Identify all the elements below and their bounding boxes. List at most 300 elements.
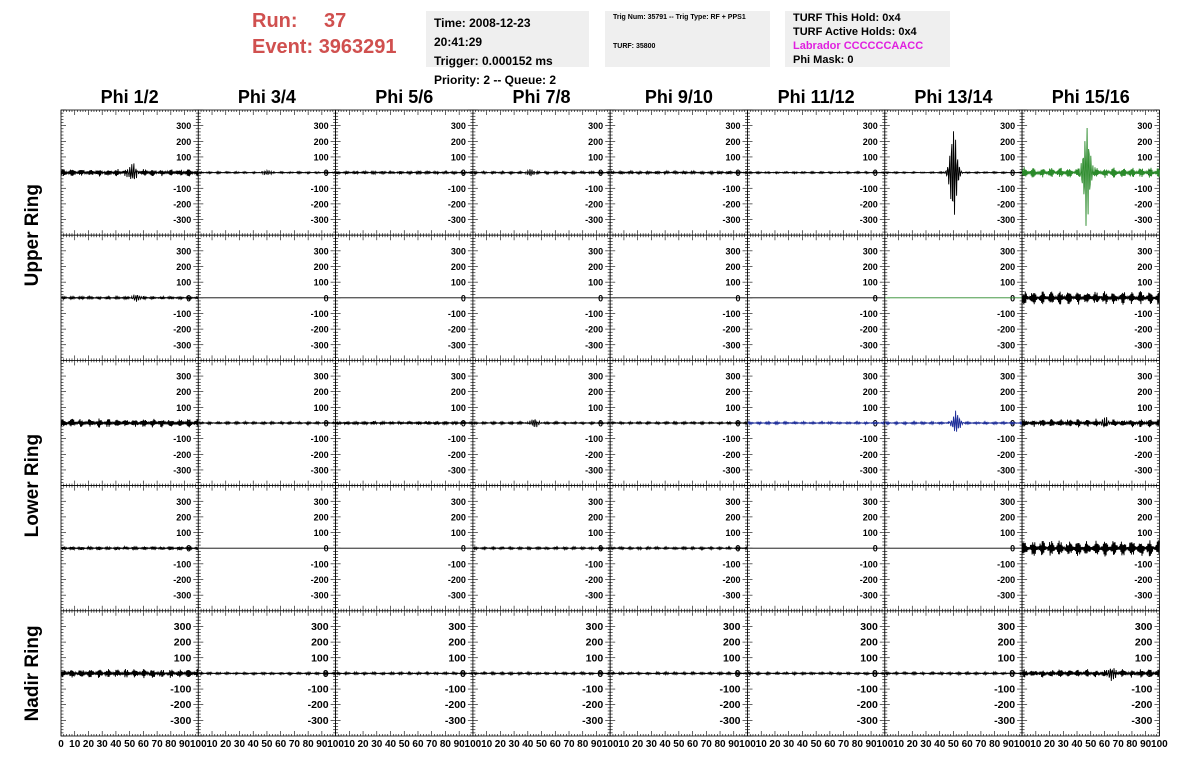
x-tick-label: 90 bbox=[179, 739, 191, 750]
x-tick-label: 20 bbox=[1043, 739, 1056, 750]
waveform-panel bbox=[336, 611, 473, 736]
y-tick-label: 0 bbox=[186, 418, 192, 429]
y-tick-label: 200 bbox=[173, 636, 192, 649]
waveform-panel bbox=[473, 235, 610, 360]
y-tick-label: 0 bbox=[597, 667, 604, 680]
y-tick-label: 300 bbox=[1137, 371, 1153, 382]
y-tick-label: -300 bbox=[1134, 340, 1153, 351]
waveform-panel bbox=[473, 110, 610, 235]
y-tick-label: 200 bbox=[176, 136, 192, 147]
y-tick-label: -300 bbox=[310, 215, 329, 226]
y-tick-label: -300 bbox=[310, 465, 329, 476]
y-tick-label: 0 bbox=[1010, 543, 1016, 554]
y-tick-label: -100 bbox=[170, 683, 192, 696]
y-tick-label: -300 bbox=[170, 714, 192, 727]
x-tick-label: 100 bbox=[1151, 739, 1168, 750]
y-tick-label: -100 bbox=[1134, 559, 1153, 570]
y-tick-label: 200 bbox=[862, 262, 878, 272]
x-tick-label: 80 bbox=[577, 739, 589, 750]
y-tick-label: -200 bbox=[582, 699, 604, 712]
y-tick-label: -100 bbox=[585, 308, 604, 319]
x-tick-label: 20 bbox=[220, 739, 232, 750]
waveform-panel bbox=[885, 611, 1022, 736]
x-tick-label: 60 bbox=[275, 739, 287, 750]
y-tick-label: 100 bbox=[311, 652, 329, 665]
x-tick-label: 10 bbox=[1030, 739, 1042, 750]
x-tick-label: 80 bbox=[302, 739, 314, 750]
y-tick-label: 200 bbox=[1000, 136, 1016, 147]
x-tick-label: 100 bbox=[464, 739, 482, 750]
waveform-panel bbox=[885, 110, 1022, 235]
turf-active-holds-text: TURF Active Holds: 0x4 bbox=[793, 26, 917, 38]
ring-label: Nadir Ring bbox=[22, 625, 43, 722]
waveform-panel bbox=[885, 360, 1022, 485]
y-tick-label: -200 bbox=[719, 699, 741, 712]
y-tick-label: -300 bbox=[173, 340, 192, 351]
y-tick-label: 100 bbox=[1137, 528, 1153, 539]
y-tick-label: 200 bbox=[1137, 136, 1153, 147]
y-tick-label: -300 bbox=[447, 215, 466, 226]
y-tick-label: -200 bbox=[722, 199, 741, 210]
x-tick-label: 70 bbox=[1112, 739, 1124, 750]
event-value: 3963291 bbox=[318, 36, 397, 58]
y-tick-label: -200 bbox=[1134, 575, 1153, 585]
y-tick-label: -200 bbox=[994, 699, 1016, 712]
x-tick-label: 30 bbox=[1057, 739, 1069, 750]
y-tick-label: 200 bbox=[588, 387, 604, 398]
x-tick-label: 40 bbox=[384, 739, 397, 750]
y-tick-label: 100 bbox=[588, 152, 604, 163]
y-tick-label: 200 bbox=[725, 387, 741, 398]
x-tick-label: 40 bbox=[659, 739, 671, 750]
y-tick-label: -300 bbox=[585, 215, 604, 226]
y-tick-label: -200 bbox=[173, 199, 192, 210]
y-tick-label: -200 bbox=[173, 449, 192, 460]
y-tick-label: -100 bbox=[447, 183, 466, 194]
y-tick-label: 100 bbox=[176, 528, 192, 539]
y-tick-label: -100 bbox=[173, 308, 192, 319]
y-tick-label: -300 bbox=[310, 590, 329, 601]
y-tick-label: 300 bbox=[588, 371, 604, 382]
y-tick-label: 200 bbox=[1000, 262, 1016, 272]
y-tick-label: -200 bbox=[173, 575, 192, 585]
waveform-panel bbox=[748, 360, 885, 485]
y-tick-label: 200 bbox=[725, 512, 741, 523]
y-tick-label: 100 bbox=[588, 277, 604, 288]
x-tick-label: 70 bbox=[975, 739, 987, 750]
y-tick-label: 300 bbox=[588, 496, 604, 507]
ring-label: Lower Ring bbox=[22, 433, 43, 538]
y-tick-label: -100 bbox=[173, 559, 192, 570]
column-header: Phi 7/8 bbox=[512, 87, 571, 107]
y-tick-label: -100 bbox=[173, 183, 192, 194]
y-tick-label: 0 bbox=[460, 168, 466, 179]
x-tick-label: 40 bbox=[247, 739, 259, 750]
y-tick-label: -200 bbox=[310, 324, 329, 335]
y-tick-label: -100 bbox=[447, 308, 466, 319]
x-tick-label: 70 bbox=[426, 739, 438, 750]
y-tick-label: -200 bbox=[447, 575, 466, 585]
y-tick-label: 300 bbox=[588, 246, 604, 257]
y-tick-label: -100 bbox=[859, 434, 878, 445]
y-tick-label: -100 bbox=[856, 683, 878, 696]
x-tick-label: 90 bbox=[453, 739, 465, 750]
y-tick-label: 200 bbox=[176, 262, 192, 272]
y-tick-label: 0 bbox=[872, 168, 878, 179]
y-tick-label: 100 bbox=[860, 652, 878, 665]
y-tick-label: 0 bbox=[323, 293, 329, 304]
y-tick-label: -200 bbox=[859, 449, 878, 460]
x-tick-label: 70 bbox=[563, 739, 575, 750]
y-tick-label: -300 bbox=[1134, 215, 1153, 226]
y-tick-label: 100 bbox=[1000, 402, 1016, 413]
y-tick-label: -300 bbox=[310, 340, 329, 351]
y-tick-label: -200 bbox=[585, 199, 604, 210]
x-tick-label: 50 bbox=[673, 739, 685, 750]
y-tick-label: 200 bbox=[448, 636, 466, 649]
y-tick-label: 100 bbox=[176, 277, 192, 288]
y-tick-label: -200 bbox=[310, 449, 329, 460]
x-tick-label: 60 bbox=[412, 739, 424, 750]
y-tick-label: 300 bbox=[313, 121, 329, 132]
y-tick-label: -200 bbox=[1134, 324, 1153, 335]
y-tick-label: 300 bbox=[725, 121, 741, 132]
y-tick-label: 300 bbox=[313, 371, 329, 382]
x-tick-label: 90 bbox=[865, 739, 877, 750]
waveform-panel bbox=[748, 235, 885, 360]
y-tick-label: -200 bbox=[173, 324, 192, 335]
y-tick-label: 200 bbox=[588, 262, 604, 272]
y-tick-label: 300 bbox=[450, 121, 466, 132]
y-tick-label: -200 bbox=[585, 324, 604, 335]
y-tick-label: -300 bbox=[859, 590, 878, 601]
y-tick-label: -100 bbox=[722, 559, 741, 570]
y-tick-label: 0 bbox=[1147, 168, 1153, 179]
x-tick-label: 70 bbox=[151, 739, 163, 750]
waveform-panel bbox=[198, 235, 335, 360]
x-tick-label: 40 bbox=[1071, 739, 1083, 750]
y-tick-label: -100 bbox=[307, 683, 329, 696]
x-tick-label: 30 bbox=[920, 739, 932, 750]
y-tick-label: -100 bbox=[997, 559, 1016, 570]
y-tick-label: -200 bbox=[997, 324, 1016, 335]
y-tick-label: 100 bbox=[176, 152, 192, 163]
y-tick-label: -100 bbox=[1134, 183, 1153, 194]
waveform-panel bbox=[336, 110, 473, 235]
y-tick-label: -300 bbox=[722, 465, 741, 476]
y-tick-label: 0 bbox=[186, 168, 192, 179]
y-tick-label: 200 bbox=[313, 512, 329, 523]
y-tick-label: 0 bbox=[323, 418, 329, 429]
y-tick-label: 300 bbox=[176, 246, 192, 257]
y-tick-label: -200 bbox=[997, 449, 1016, 460]
y-tick-label: -200 bbox=[856, 699, 878, 712]
waveform-panel bbox=[610, 235, 747, 360]
y-tick-label: 100 bbox=[1137, 277, 1153, 288]
y-tick-label: -200 bbox=[997, 199, 1016, 210]
y-tick-label: -300 bbox=[1134, 590, 1153, 601]
y-tick-label: 300 bbox=[1134, 620, 1153, 633]
y-tick-label: -300 bbox=[997, 465, 1016, 476]
y-tick-label: 100 bbox=[1000, 277, 1016, 288]
y-tick-label: 0 bbox=[460, 418, 466, 429]
y-tick-label: 200 bbox=[313, 262, 329, 272]
y-tick-label: 0 bbox=[872, 418, 878, 429]
y-tick-label: 100 bbox=[725, 277, 741, 288]
y-tick-label: -300 bbox=[1134, 465, 1153, 476]
y-tick-label: 300 bbox=[176, 371, 192, 382]
y-tick-label: 100 bbox=[1000, 528, 1016, 539]
x-tick-label: 50 bbox=[810, 739, 822, 750]
waveform-panel bbox=[610, 611, 747, 736]
y-tick-label: 200 bbox=[313, 136, 329, 147]
y-tick-label: -200 bbox=[444, 699, 466, 712]
y-tick-label: 300 bbox=[1000, 371, 1016, 382]
y-tick-label: 0 bbox=[322, 667, 329, 680]
column-header: Phi 13/14 bbox=[914, 87, 993, 107]
y-tick-label: -200 bbox=[859, 199, 878, 210]
y-tick-label: 100 bbox=[313, 402, 329, 413]
y-tick-label: -100 bbox=[585, 559, 604, 570]
y-tick-label: 0 bbox=[1009, 667, 1016, 680]
x-tick-label: 50 bbox=[535, 739, 548, 750]
x-tick-label: 60 bbox=[961, 739, 973, 750]
y-tick-label: 0 bbox=[735, 168, 741, 179]
waveform-panel bbox=[336, 486, 473, 611]
x-tick-label: 10 bbox=[618, 739, 630, 750]
x-tick-label: 0 bbox=[58, 739, 64, 750]
waveform-panel bbox=[885, 235, 1022, 360]
y-tick-label: 200 bbox=[450, 136, 466, 147]
y-tick-label: 300 bbox=[725, 246, 741, 257]
y-tick-label: 200 bbox=[1000, 512, 1016, 523]
y-tick-label: 300 bbox=[1137, 246, 1153, 257]
x-tick-label: 80 bbox=[439, 739, 452, 750]
y-tick-label: 200 bbox=[176, 512, 192, 523]
y-tick-label: -300 bbox=[447, 590, 466, 601]
y-tick-label: -100 bbox=[722, 183, 741, 194]
y-tick-label: 200 bbox=[176, 387, 192, 398]
y-tick-label: 0 bbox=[872, 293, 878, 304]
x-tick-label: 10 bbox=[206, 739, 218, 750]
y-tick-label: 200 bbox=[1134, 636, 1153, 649]
y-tick-label: -100 bbox=[994, 683, 1016, 696]
waveform-panel bbox=[336, 360, 473, 485]
x-tick-label: 100 bbox=[327, 739, 344, 750]
x-tick-label: 90 bbox=[590, 739, 603, 750]
x-tick-label: 20 bbox=[769, 739, 781, 750]
y-tick-label: 100 bbox=[862, 402, 878, 413]
y-tick-label: -300 bbox=[856, 714, 878, 727]
x-tick-label: 50 bbox=[261, 739, 273, 750]
y-tick-label: -300 bbox=[722, 340, 741, 351]
y-tick-label: -200 bbox=[1131, 699, 1153, 712]
y-tick-label: 100 bbox=[450, 152, 466, 163]
y-tick-label: -100 bbox=[173, 434, 192, 445]
y-tick-label: 0 bbox=[185, 667, 192, 680]
column-header: Phi 11/12 bbox=[777, 87, 855, 107]
column-header: Phi 15/16 bbox=[1051, 87, 1130, 107]
y-tick-label: 100 bbox=[173, 652, 192, 665]
y-tick-label: 100 bbox=[588, 528, 604, 539]
y-tick-label: 0 bbox=[598, 418, 604, 429]
y-tick-label: 0 bbox=[460, 293, 466, 304]
x-tick-label: 70 bbox=[288, 739, 300, 750]
y-tick-label: -100 bbox=[859, 183, 878, 194]
x-tick-label: 40 bbox=[934, 739, 946, 750]
y-tick-label: 300 bbox=[450, 496, 466, 507]
y-tick-label: -100 bbox=[997, 308, 1016, 319]
y-tick-label: 100 bbox=[313, 528, 329, 539]
waveform-panel bbox=[1022, 611, 1159, 736]
waveform-panel bbox=[198, 486, 335, 611]
x-tick-label: 20 bbox=[82, 739, 95, 750]
x-tick-label: 90 bbox=[316, 739, 328, 750]
event-label: Event: bbox=[252, 36, 314, 58]
y-tick-label: -100 bbox=[722, 434, 741, 445]
y-tick-label: -100 bbox=[722, 308, 741, 319]
y-tick-label: -300 bbox=[994, 714, 1016, 727]
x-tick-label: 100 bbox=[876, 739, 894, 750]
y-tick-label: 200 bbox=[1137, 512, 1153, 523]
y-tick-label: 100 bbox=[1137, 152, 1153, 163]
y-tick-label: -200 bbox=[310, 575, 329, 585]
y-tick-label: -300 bbox=[997, 215, 1016, 226]
y-tick-label: 0 bbox=[598, 293, 604, 304]
y-tick-label: -300 bbox=[997, 590, 1016, 601]
y-tick-label: -300 bbox=[1131, 714, 1153, 727]
trig-num-text: Trig Num: 35791 -- Trig Type: RF + PPS1 bbox=[613, 14, 746, 21]
y-tick-label: 100 bbox=[448, 652, 466, 665]
y-tick-label: 200 bbox=[450, 512, 466, 523]
y-tick-label: 200 bbox=[588, 512, 604, 523]
x-tick-label: 60 bbox=[137, 739, 149, 750]
y-tick-label: -300 bbox=[585, 340, 604, 351]
y-tick-label: -100 bbox=[997, 434, 1016, 445]
y-tick-label: 200 bbox=[862, 136, 878, 147]
y-tick-label: 0 bbox=[460, 543, 466, 554]
column-header: Phi 1/2 bbox=[100, 87, 159, 107]
y-tick-label: -300 bbox=[444, 714, 466, 727]
waveform-panel bbox=[610, 360, 747, 485]
y-tick-label: 200 bbox=[1137, 262, 1153, 272]
waveform-panel bbox=[885, 486, 1022, 611]
waveform-panel bbox=[1022, 235, 1159, 360]
y-tick-label: 300 bbox=[450, 246, 466, 257]
x-tick-label: 40 bbox=[522, 739, 534, 750]
y-tick-label: -300 bbox=[582, 714, 604, 727]
waveform-panel bbox=[748, 611, 885, 736]
waveform-panel bbox=[1022, 110, 1159, 235]
y-tick-label: 100 bbox=[450, 528, 466, 539]
x-tick-label: 60 bbox=[549, 739, 561, 750]
priority-text: Priority: 2 -- Queue: 2 bbox=[434, 73, 557, 87]
y-tick-label: 100 bbox=[1134, 652, 1153, 665]
y-tick-label: -200 bbox=[585, 575, 604, 585]
y-tick-label: 300 bbox=[585, 620, 604, 633]
y-tick-label: 200 bbox=[585, 636, 604, 649]
y-tick-label: -300 bbox=[173, 215, 192, 226]
y-tick-label: -200 bbox=[170, 699, 192, 712]
y-tick-label: 0 bbox=[186, 543, 192, 554]
waveform-panel bbox=[473, 360, 610, 485]
y-tick-label: -200 bbox=[997, 575, 1016, 585]
x-tick-label: 10 bbox=[481, 739, 493, 750]
y-tick-label: 200 bbox=[725, 136, 741, 147]
waveform-panel bbox=[61, 360, 198, 485]
y-tick-label: 200 bbox=[1000, 387, 1016, 398]
y-tick-label: 0 bbox=[735, 543, 741, 554]
y-tick-label: -100 bbox=[310, 183, 329, 194]
y-tick-label: 300 bbox=[450, 371, 466, 382]
y-tick-label: -300 bbox=[859, 340, 878, 351]
y-tick-label: 300 bbox=[862, 246, 878, 257]
y-tick-label: 0 bbox=[598, 168, 604, 179]
y-tick-label: -200 bbox=[722, 449, 741, 460]
y-tick-label: -300 bbox=[722, 215, 741, 226]
x-tick-label: 70 bbox=[700, 739, 712, 750]
x-tick-label: 10 bbox=[892, 739, 905, 750]
waveform-panel bbox=[1022, 360, 1159, 485]
y-tick-label: -200 bbox=[447, 199, 466, 210]
y-tick-label: -200 bbox=[859, 324, 878, 335]
y-tick-label: 0 bbox=[598, 543, 604, 554]
y-tick-label: 0 bbox=[735, 418, 741, 429]
y-tick-label: 100 bbox=[1000, 152, 1016, 163]
y-tick-label: 300 bbox=[311, 620, 329, 633]
y-tick-label: 200 bbox=[725, 262, 741, 272]
y-tick-label: 300 bbox=[313, 246, 329, 257]
y-tick-label: 300 bbox=[173, 620, 192, 633]
y-tick-label: -300 bbox=[173, 590, 192, 601]
y-tick-label: -100 bbox=[997, 183, 1016, 194]
waveform-panel bbox=[473, 486, 610, 611]
y-tick-label: 100 bbox=[313, 152, 329, 163]
y-tick-label: 0 bbox=[735, 293, 741, 304]
x-tick-label: 30 bbox=[96, 739, 108, 750]
waveform-panel bbox=[610, 486, 747, 611]
y-tick-label: 0 bbox=[871, 667, 878, 680]
waveform-panel bbox=[748, 110, 885, 235]
labrador-text: Labrador CCCCCCAACC bbox=[793, 40, 924, 52]
y-tick-label: -300 bbox=[585, 590, 604, 601]
waveform-panel bbox=[198, 360, 335, 485]
y-tick-label: -300 bbox=[859, 465, 878, 476]
x-tick-label: 10 bbox=[755, 739, 767, 750]
waveform-panel bbox=[198, 110, 335, 235]
y-tick-label: 100 bbox=[725, 528, 741, 539]
y-tick-label: -200 bbox=[447, 324, 466, 335]
y-tick-label: -100 bbox=[582, 683, 604, 696]
y-tick-label: 300 bbox=[176, 496, 192, 507]
y-tick-label: 300 bbox=[725, 371, 741, 382]
y-tick-label: 100 bbox=[862, 528, 878, 539]
y-tick-label: 0 bbox=[1147, 418, 1153, 429]
y-tick-label: 300 bbox=[1000, 246, 1016, 257]
y-tick-label: 0 bbox=[460, 667, 466, 680]
y-tick-label: 300 bbox=[1137, 121, 1153, 132]
y-tick-label: -100 bbox=[719, 683, 741, 696]
y-tick-label: -300 bbox=[722, 590, 741, 601]
x-tick-label: 40 bbox=[110, 739, 122, 750]
y-tick-label: -100 bbox=[310, 308, 329, 319]
waveform-panel bbox=[61, 486, 198, 611]
x-tick-label: 50 bbox=[1085, 739, 1097, 750]
y-tick-label: -100 bbox=[585, 434, 604, 445]
y-tick-label: 0 bbox=[1147, 543, 1153, 554]
y-tick-label: -200 bbox=[1134, 449, 1153, 460]
x-tick-label: 100 bbox=[739, 739, 756, 750]
